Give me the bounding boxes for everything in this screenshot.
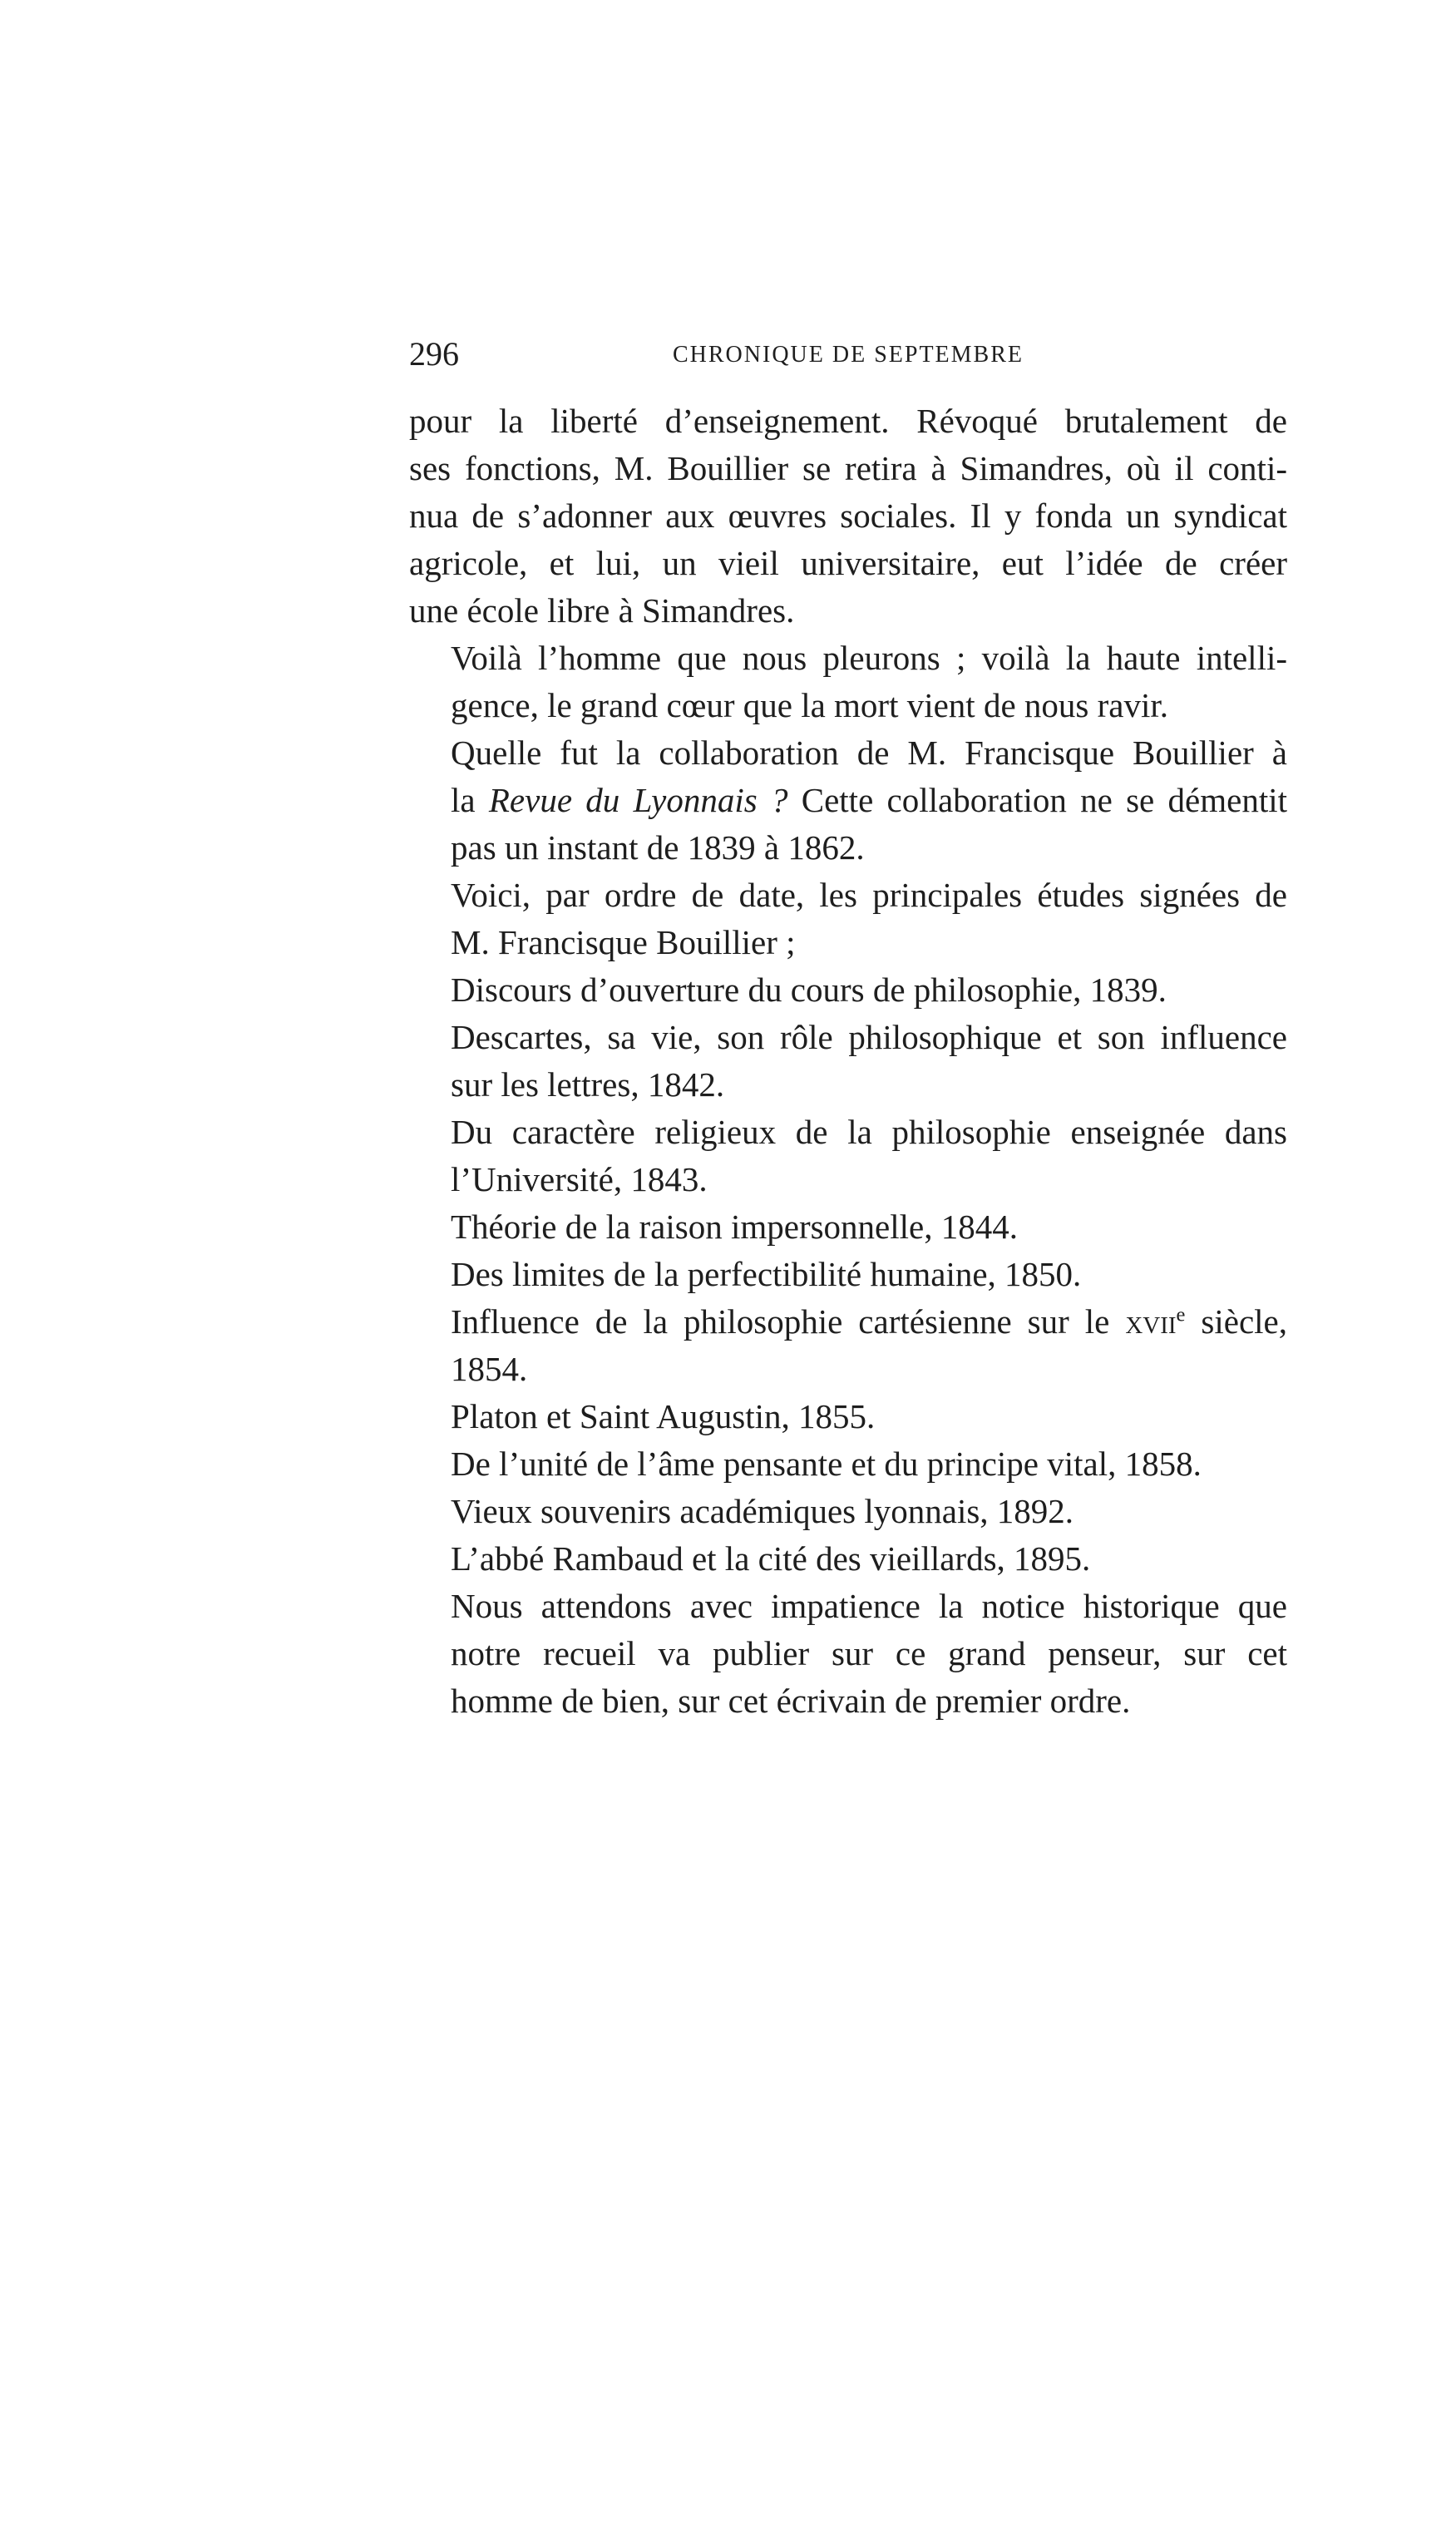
text-fragment: siècle,	[1185, 1302, 1287, 1341]
text-line: M. Francisque Bouillier ;	[451, 923, 796, 961]
text-line: homme de bien, sur cet écrivain de premier ordre.	[451, 1682, 1131, 1720]
text-line: notre recueil va publier sur ce grand penseur, sur cet	[451, 1634, 1287, 1672]
century-numeral: xvii	[1125, 1302, 1177, 1341]
text-line	[409, 1298, 1287, 1346]
running-title: CHRONIQUE DE SEPTEMBRE	[672, 342, 1024, 368]
text-line: Voilà l’homme que nous pleurons ; voilà la haute intelli-	[451, 639, 1287, 677]
paragraph-intro	[409, 398, 1287, 635]
running-head	[409, 331, 1287, 378]
work-item	[409, 1298, 1287, 1393]
work-item	[409, 1251, 1287, 1298]
text-line: agricole, et lui, un vieil universitaire, eut l’idée de créer	[409, 544, 1287, 582]
work-item	[409, 1488, 1287, 1535]
body-text	[409, 398, 1287, 1725]
text-line	[409, 777, 1287, 824]
paragraph-closing	[409, 1583, 1287, 1725]
paragraph-eulogy	[409, 635, 1287, 729]
work-item	[409, 1109, 1287, 1203]
text-line: 1854.	[451, 1350, 528, 1388]
text-line: pour la liberté d’enseignement. Révoqué brutalement de	[409, 402, 1287, 440]
text-line: une école libre à Simandres.	[409, 591, 795, 630]
text-fragment: la	[451, 781, 489, 819]
text-line: L’abbé Rambaud et la cité des vieillards, 1895.	[451, 1539, 1091, 1578]
work-item	[409, 1440, 1287, 1488]
text-line: pas un instant de 1839 à 1862.	[451, 828, 865, 867]
text-line: Descartes, sa vie, son rôle philosophique et son influence	[451, 1018, 1287, 1056]
text-fragment: Cette collaboration ne se démentit	[787, 781, 1287, 819]
paragraph-collaboration	[409, 729, 1287, 872]
text-line: Des limites de la perfectibilité humaine, 1850.	[451, 1255, 1082, 1293]
text-line: Voici, par ordre de date, les principales études signées de	[451, 876, 1287, 914]
work-item	[409, 1203, 1287, 1251]
text-line: De l’unité de l’âme pensante et du principe vital, 1858.	[451, 1445, 1202, 1483]
text-line: nua de s’adonner aux œuvres sociales. Il y fonda un syndicat	[409, 496, 1287, 535]
text-line: Du caractère religieux de la philosophie enseignée dans	[451, 1113, 1287, 1151]
text-line: Discours d’ouverture du cours de philosophie, 1839.	[451, 971, 1167, 1009]
work-item	[409, 1535, 1287, 1583]
text-line: Vieux souvenirs académiques lyonnais, 1892.	[451, 1492, 1074, 1530]
text-line: Nous attendons avec impatience la notice historique que	[451, 1587, 1287, 1625]
work-item	[409, 1393, 1287, 1440]
text-line: l’Université, 1843.	[451, 1160, 708, 1198]
work-item	[409, 966, 1287, 1014]
text-line: Platon et Saint Augustin, 1855.	[451, 1397, 876, 1435]
text-line: Théorie de la raison impersonnelle, 1844.	[451, 1208, 1018, 1246]
work-item	[409, 1014, 1287, 1109]
ordinal-superscript: e	[1176, 1303, 1186, 1326]
page-number: 296	[409, 335, 459, 373]
text-line: sur les lettres, 1842.	[451, 1065, 725, 1104]
paragraph-list-intro	[409, 872, 1287, 966]
text-line: ses fonctions, M. Bouillier se retira à Simandres, où il conti-	[409, 449, 1287, 487]
text-line: gence, le grand cœur que la mort vient de nous ravir.	[451, 686, 1168, 724]
journal-title: Revue du Lyonnais ?	[488, 781, 788, 819]
text-line: Quelle fut la collaboration de M. Francisque Bouillier à	[451, 734, 1287, 772]
text-fragment: Influence de la philosophie cartésienne sur le	[451, 1302, 1126, 1341]
